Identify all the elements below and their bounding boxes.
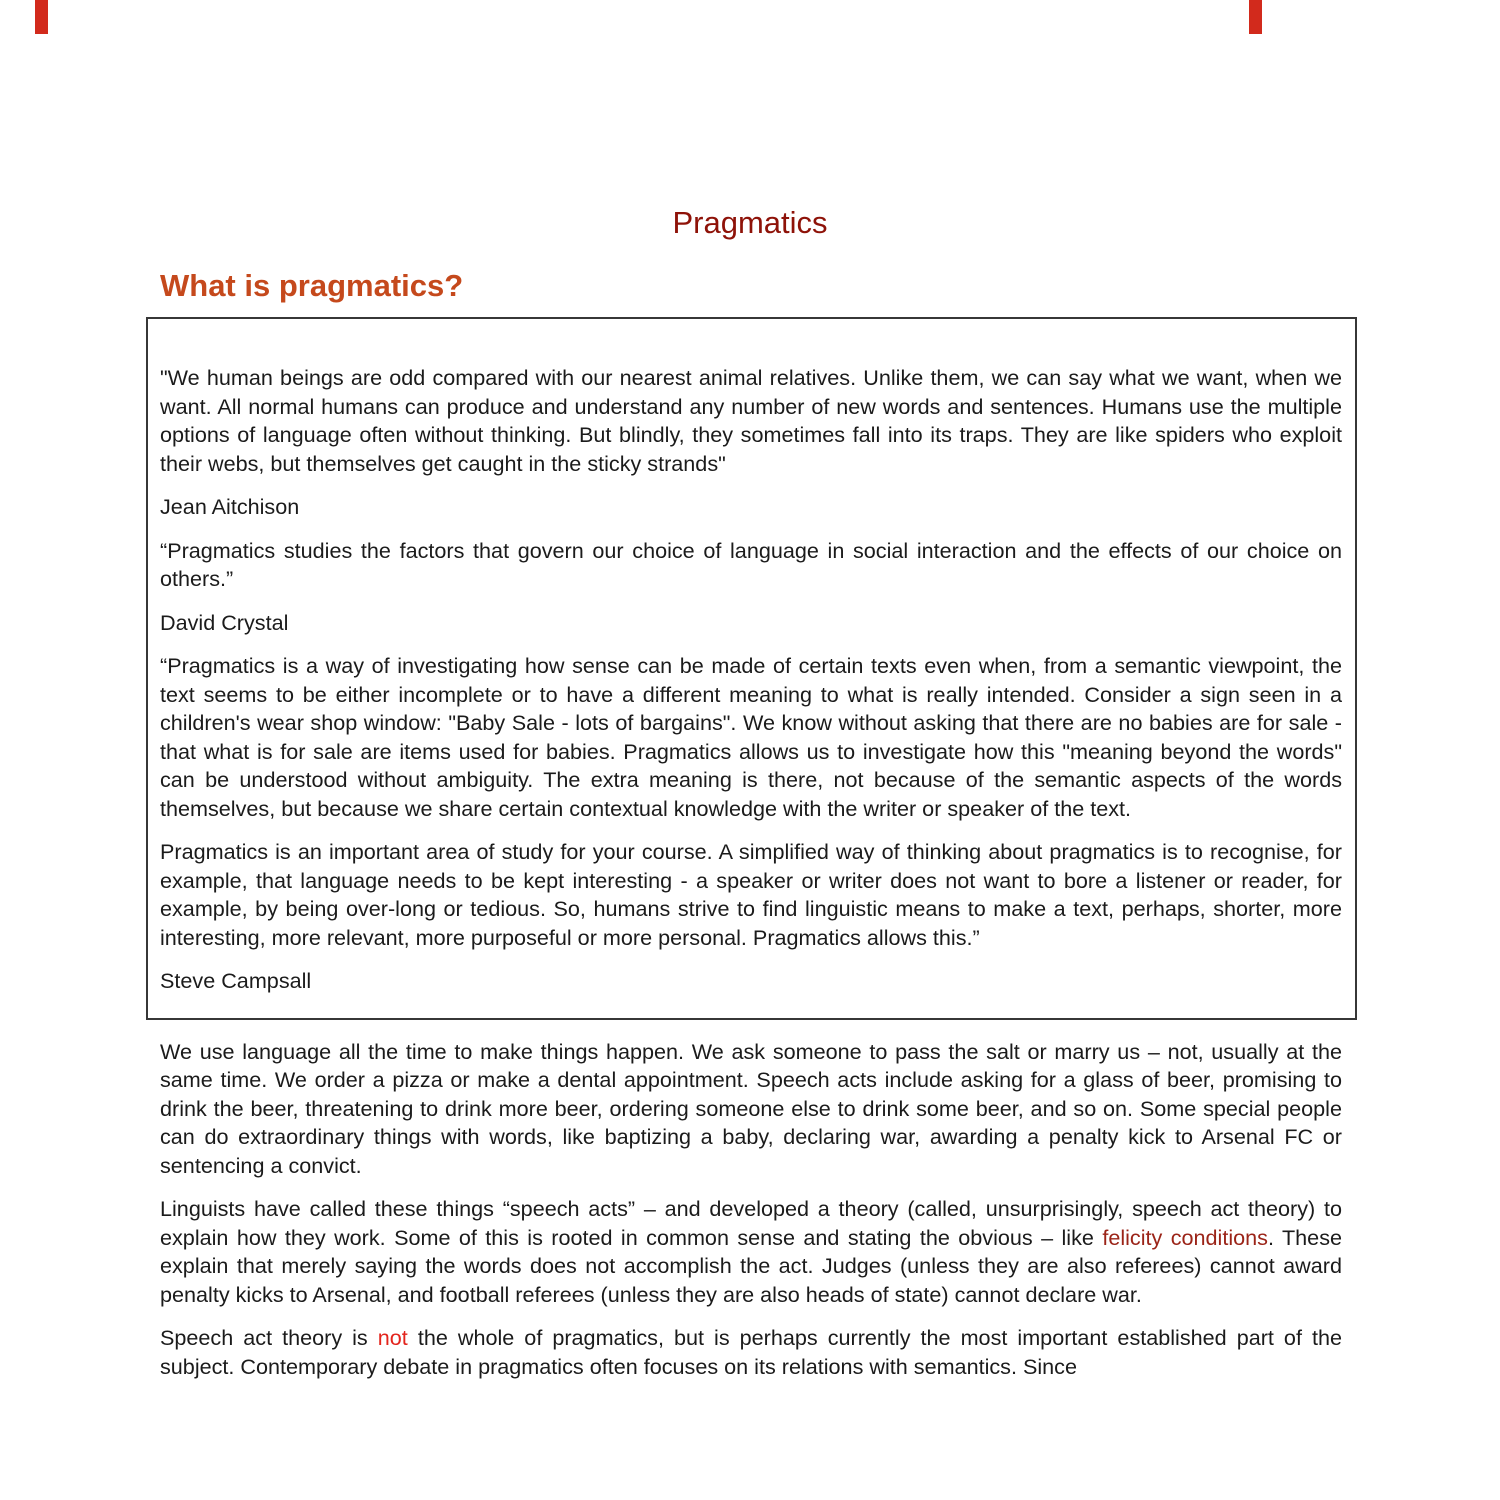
linguists-paragraph [160,1195,1342,1309]
aitchison-attribution: Jean Aitchison [160,494,300,519]
felicity-conditions-highlight: felicity conditions [1102,1224,1268,1250]
section-heading: What is pragmatics? [160,268,464,303]
campsall-attribution: Steve Campsall [160,968,312,993]
linguists-text-post: . These explain that merely saying the words does not accomplish the act. Judges (unless they are also referees) cannot award penalty kicks to Arsenal, and football referees (unless they are also heads of state) cannot declare war. [160,1224,1342,1307]
not-highlight: not [377,1325,408,1350]
quote-box [146,317,1357,1020]
top-edge-red-fragment-left [35,0,48,34]
top-edge-red-fragment-right [1249,0,1262,34]
speech-acts-paragraph: We use language all the time to make things happen. We ask someone to pass the salt or marry us – not, usually at the same time. We order a pizza or make a dental appointment. Speech acts include asking for a glass of beer, promising to drink the beer, threatening to drink more beer, ordering someone else to drink some beer, and so on. Some special people can do extraordinary things with words, like baptizing a baby, declaring war, awarding a penalty kick to Arsenal FC or sentencing a convict. [160,1038,1342,1178]
page-title: Pragmatics [672,205,828,240]
campsall-quote-part1: “Pragmatics is a way of investigating how sense can be made of certain texts even when, from a semantic viewpoint, the text seems to be either incomplete or to have a different meaning to what is really intended. Consider a sign seen in a children's wear shop window: "Baby Sale - lots of bargains". We know without asking that there are no babies are for sale - that what is for sale are items used for babies. Pragmatics allows us to investigate how this "meaning beyond the words" can be understood without ambiguity. The extra meaning is there, not because of the semantic aspects of the words themselves, but because we share certain contextual knowledge with the writer or speaker of the text. [160,653,1342,821]
theory-text-post: the whole of pragmatics, but is perhaps currently the most important established part of the subject. Contemporary debate in pragmatics often focuses on its relations with semantics. Since [160,1325,1342,1379]
crystal-quote: “Pragmatics studies the factors that govern our choice of language in social interaction and the effects of our choice on others.” [160,537,1342,591]
linguists-text-pre: Linguists have called these things “speech acts” – and developed a theory (called, unsurprisingly, speech act theory) to explain how they work. Some of this is rooted in common sense and stating the obvious – like [160,1196,1342,1250]
crystal-attribution: David Crystal [160,609,289,635]
aitchison-quote: "We human beings are odd compared with our nearest animal relatives. Unlike them, we can say what we want, when we want. All normal humans can produce and understand any number of new words and sentences. Humans use the multiple options of language often without thinking. But blindly, they sometimes fall into its traps. They are like spiders who exploit their webs, but themselves get caught in the sticky strands" [160,365,1342,476]
campsall-quote-part2: Pragmatics is an important area of study for your course. A simplified way of thinking about pragmatics is to recognise, for example, that language needs to be kept interesting - a speaker or writer does not want to bore a listener or reader, for example, by being over-long or tedious. So, humans strive to find linguistic means to make a text, perhaps, shorter, more interesting, more relevant, more purposeful or more personal. Pragmatics allows this.” [160,839,1342,950]
theory-text-pre: Speech act theory is [160,1325,378,1350]
speech-act-theory-paragraph [160,1324,1342,1381]
